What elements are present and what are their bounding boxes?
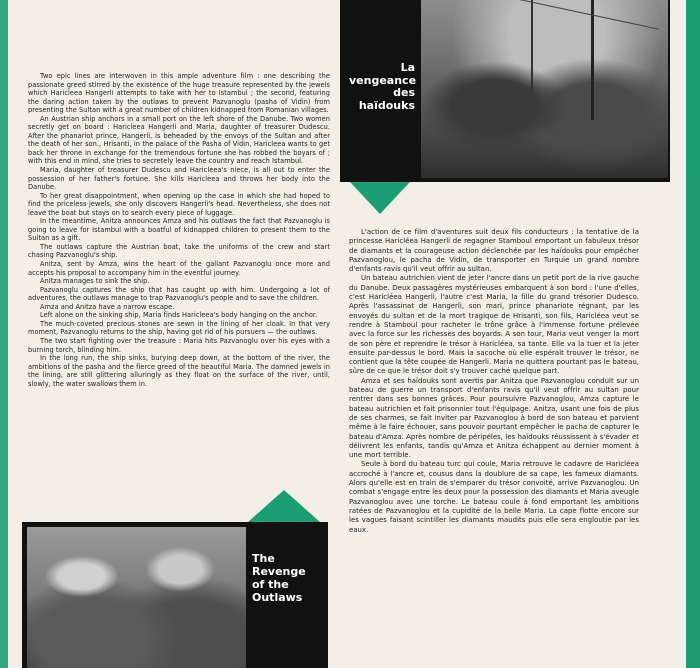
english-title — [252, 552, 324, 604]
green-triangle-marker — [248, 490, 320, 522]
en-paragraph: Amza and Anitza have a narrow escape. — [40, 302, 175, 311]
right-edge-band — [686, 0, 700, 668]
en-paragraph: Two epic lines are interwoven in this ample adventure film : one describing the passionate greed stirred by the existence of the huge treasure represented by the jewels which Haricleea Hangerli attempts to take with her to Istambul ; the second, featuring the daring action taken by the outlaws to prevent Pazvanoglu (pasha of Vidin) from presenting the Sultan with a great number of children kidnapped from Romanian villages. — [28, 72, 330, 115]
english-title-line: Outlaws — [252, 591, 303, 604]
french-title-line: des — [393, 86, 415, 99]
english-title-line: Revenge — [252, 565, 306, 578]
en-paragraph: Anitza, sent by Amza, wins the heart of the gallant Pazvanoglu once more and accepts his proposal to accompany him in the eventful journey. — [28, 260, 330, 277]
green-triangle-marker — [350, 182, 410, 214]
fr-paragraph: L'action de ce film d'aventures suit deux fils conducteurs : la tentative de la princesse Haricléea Hangerli de regagner Stamboul emportant un fabuleux trésor de diamants et la courageuse action déclenchée par les haïdouks pour empêcher Pazvanoglou, le pacha de Vidin, de transporter en Turquie un grand nombre d'enfants ravis qu'il veut offrir au sultan. — [349, 228, 639, 274]
left-edge-band — [0, 0, 8, 668]
en-paragraph: In the long run, the ship sinks, burying deep down, at the bottom of the river, the ambitions of the pasha and the fierce greed of the beautiful Maria. The damned jewels in the lining, are still glittering alluringly as they float on the surface of the river, until, slowly, the water swallows them in. — [28, 354, 330, 388]
en-paragraph: Left alone on the sinking ship, Maria finds Haricleea's body hanging on the anchor. — [40, 311, 318, 320]
french-title-line: La — [400, 61, 415, 74]
en-paragraph: Maria, daughter of treasurer Dudescu and Haricleea's niece, is all out to enter the possession of her father's fortune. She kills Haricleea and throws her body into the Danube. — [28, 166, 330, 192]
en-paragraph: The much-coveted precious stones are sewn in the lining of her cloak. In that very moment, Pazvanoglu returns to the ship, having got rid of his pursuers — the outlaws. — [28, 319, 330, 337]
french-title-line: vengeance — [349, 73, 417, 87]
ship-rigging — [483, 0, 659, 30]
en-paragraph: To her great disappointment, when opening up the case in which she had hoped to find the priceless jewels, she only discovers Hangerli's head. Nevertheless, she does not leave the boat but stays on to search every piece of luggage. — [28, 191, 330, 217]
en-paragraph: An Austrian ship anchors in a small port on the left shore of the Danube. Two women secretly get on board : Haricleea Hangerli and Maria, daughter of treasurer Dudescu. After the phanariot prince, Hangerli, is beheaded by the envoys of the Sultan and after the death of her son., Hrisanti, in the palace of the Pasha of Vidin, Haricleea wants to get back her throne in exchange for the tremendous fortune she has robbed the boyars of ; with this end in mind, she tries to secretely leave the country and reach Istambul. — [28, 114, 330, 166]
en-paragraph: The two start fighting over the treasure : Maria hits Pazvanoglu over his eyes with a burning torch, blinding him. — [28, 336, 330, 354]
en-paragraph: Pazvanoglu captures the ship that has caught up with him. Undergoing a lot of adventures, the outlaws manage to trap Pazvanoglu's people and to save the children. — [28, 285, 330, 303]
ship-mast — [591, 0, 594, 120]
en-paragraph: The outlaws capture the Austrian boat, take the uniforms of the crew and start chasing Pazvanoglu's ship. — [28, 242, 330, 260]
french-title — [349, 62, 415, 112]
english-title-line: of the — [252, 578, 289, 591]
english-text-column — [28, 72, 330, 388]
en-paragraph: Anitza manages to sink the ship. — [40, 277, 150, 286]
ship-mast — [531, 0, 533, 90]
french-text-column — [349, 228, 639, 535]
ship-scene-photo — [421, 0, 668, 178]
french-title-line: haïdouks — [358, 98, 415, 112]
fr-paragraph: Seule à bord du bateau turc qui coule, Maria retrouve le cadavre de Haricléea accroché à l'ancre et, cousus dans la doublure de sa cape, les fameux diamants. Alors qu'elle est en train de s'emparer du trésor convoité, arrive Pazvanoglou. Un combat s'engage entre les deux pour la possession des diamants et Maria aveugle Pazvanoglou avec une torche. Le bateau coule à fond emportant les ambitions ratées de Pazvanoglou et la cupidité de la belle Maria. La cape flotte encore sur les vagues faisant scintiller les diamants maudits puis elle sera engloutie par les eaux. — [349, 460, 640, 534]
en-paragraph: In the meantime, Anitza announces Amza and his outlaws the fact that Pazvanoglu is going to leave for Istambul with a boatful of kidnapped children to present them to the Sultan as a gift. — [28, 217, 330, 243]
english-title-line: The — [252, 552, 275, 565]
fr-paragraph: Amza et ses haïdouks sont avertis par Anitza que Pazvanoglou conduit sur un bateau de guerre un transport d'enfants ravis qu'il veut offrir au sultan pour rentrer dans ses bonnes grâces. Pour poursuivre Pazvanoglou, Amza capture le bateau autrichien et fait prisonnier tout l'équipage. Anitza, usant une fois de plus de ses charmes, se fait inviter par Pazvanoglou à bord de son bateau et parvient même à le faire échouer, sans pouvoir pourtant empêcher le pacha de capturer le bateau d'Amza. Après nombre de péripéles, les haïdouks réussissent à s'évader et délivrent les enfants, tandis qu'Amza et Anitza échappent au dernier moment à une mort terrible. — [349, 376, 639, 460]
fr-paragraph: Un bateau autrichien vient de jeter l'ancre dans un petit port de la rive gauche du Danube. Deux passagères mystérieuses embarquent à son bord : l'une d'elles, c'est Haricléea Hangerli, l'autre c'est Maria, la fille du grand trésorier Dudesco. Après l'assassinat de Hangerli, son mari, prince phanariote régnant, par les envoyés du sultan et de la mort tragique de Hrisanti, son fils, Haricléea veut se rendre à Stamboul pour racheter le trône grâce à l'immense fortune prélevée avec la force sur les richesses des boyards. A son tour, Maria veut venger la mort de son père et reprendre le trésor à Haricléea, sa tante. Elle va la tuer et la jeter ensuite par-dessus le bord. Mais la sacoche où elle espérait trouver le trésor, ne contient que la tête coupée de Hangerli. Maria ne quittera pourtant pas le bateau, sûre de ce que le trésor doit s'y trouver caché quelque part. — [349, 274, 639, 376]
outlaws-drinking-photo — [27, 527, 246, 668]
